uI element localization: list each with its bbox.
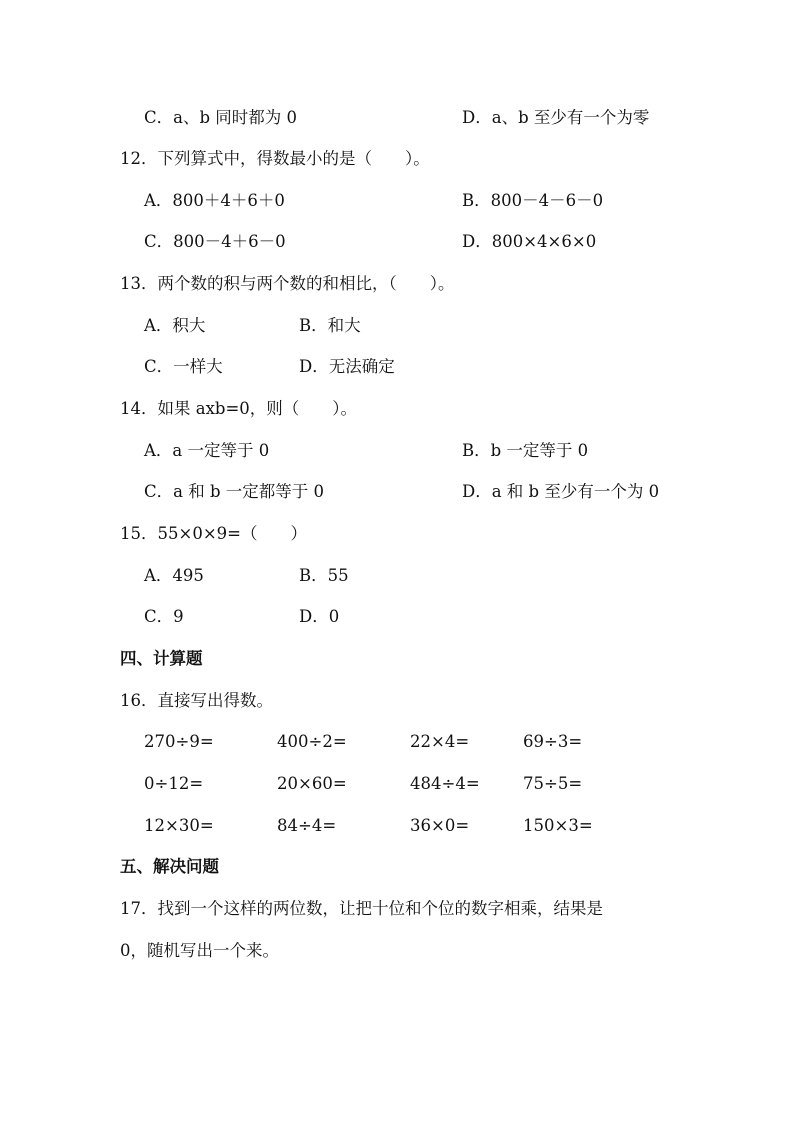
q15-option-d: D．0 xyxy=(299,607,340,626)
q14-option-a: A．a 一定等于 0 xyxy=(144,441,270,460)
q13-option-d: D．无法确定 xyxy=(299,357,395,376)
q13-option-c: C．一样大 xyxy=(144,357,223,376)
q13-option-a: A．积大 xyxy=(144,316,206,335)
q14-stem: 14．如果 axb=0，则（ ）。 xyxy=(120,399,358,418)
calc-item: 270÷9= xyxy=(144,732,214,751)
calc-item: 12×30= xyxy=(144,816,214,835)
section-5-heading: 五、解决问题 xyxy=(120,857,219,876)
q15-option-c: C．9 xyxy=(144,607,184,626)
calc-item: 22×4= xyxy=(410,732,470,751)
q12-option-c: C．800－4＋6－0 xyxy=(144,232,286,251)
q13-option-b: B．和大 xyxy=(299,316,361,335)
q15-option-a: A．495 xyxy=(144,566,204,585)
calc-item: 20×60= xyxy=(277,774,347,793)
q13-stem: 13．两个数的积与两个数的和相比，（ ）。 xyxy=(120,274,455,293)
q11-option-c: C．a、b 同时都为 0 xyxy=(144,108,298,127)
section-4-heading: 四、计算题 xyxy=(120,649,203,668)
calc-item: 484÷4= xyxy=(410,774,480,793)
calc-item: 75÷5= xyxy=(523,774,583,793)
q14-option-c: C．a 和 b 一定都等于 0 xyxy=(144,482,325,501)
calc-item: 400÷2= xyxy=(277,732,347,751)
calc-item: 36×0= xyxy=(410,816,470,835)
calc-item: 84÷4= xyxy=(277,816,337,835)
calc-item: 0÷12= xyxy=(144,774,204,793)
q15-stem: 15．55×0×9=（ ） xyxy=(120,524,307,543)
q12-option-b: B．800－4－6－0 xyxy=(462,191,604,210)
q14-option-d: D．a 和 b 至少有一个为 0 xyxy=(462,482,660,501)
calc-item: 69÷3= xyxy=(523,732,583,751)
q15-option-b: B．55 xyxy=(299,566,349,585)
q17-stem-line-1: 17．找到一个这样的两位数，让把十位和个位的数字相乘，结果是 xyxy=(120,899,603,918)
q16-stem: 16．直接写出得数。 xyxy=(120,691,273,710)
q17-stem-line-2: 0，随机写出一个来。 xyxy=(120,941,279,960)
q12-stem: 12．下列算式中，得数最小的是（ ）。 xyxy=(120,149,430,168)
q12-option-d: D．800×4×6×0 xyxy=(462,232,597,251)
q12-option-a: A．800＋4＋6＋0 xyxy=(144,191,285,210)
q14-option-b: B．b 一定等于 0 xyxy=(462,441,589,460)
calc-item: 150×3= xyxy=(523,816,593,835)
q11-option-d: D．a、b 至少有一个为零 xyxy=(462,108,650,127)
